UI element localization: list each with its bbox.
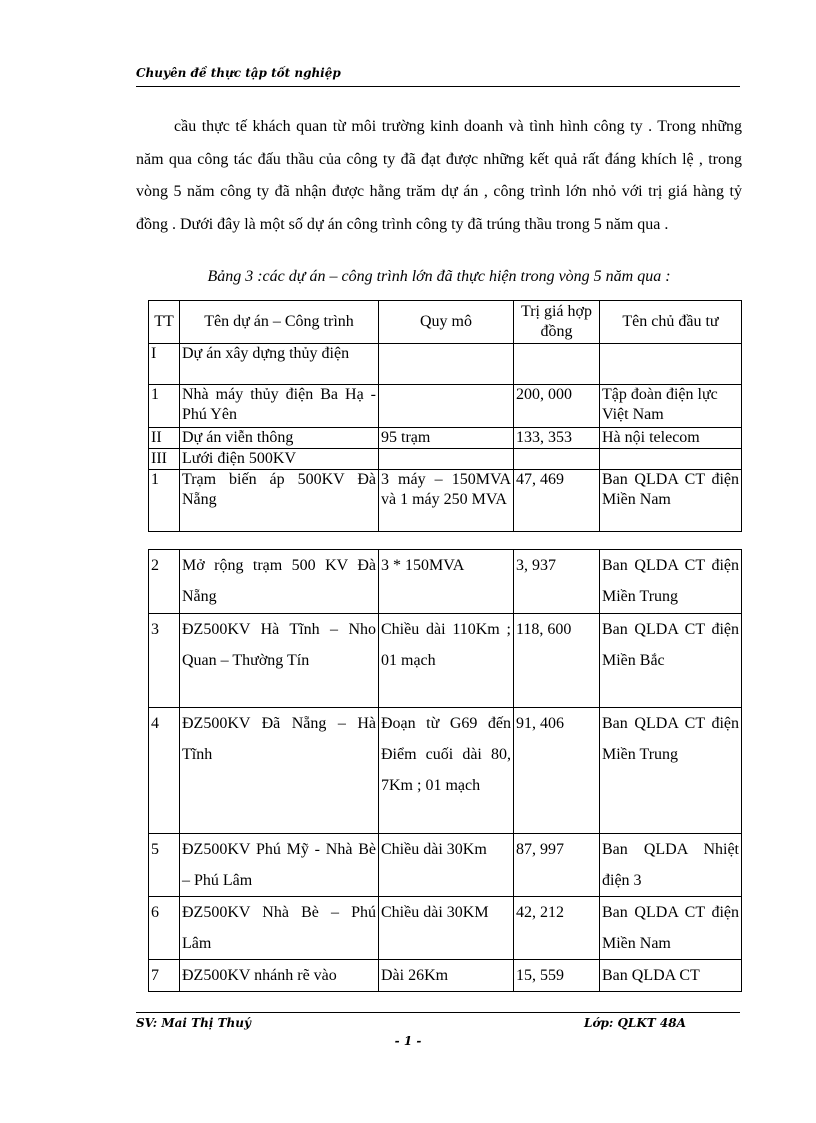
cell-owner: Ban QLDA CT điện Miền Trung bbox=[600, 708, 742, 834]
col-header-tt: TT bbox=[149, 301, 180, 344]
cell-scale: Chiều dài 110Km ; 01 mạch bbox=[379, 614, 514, 708]
cell-scale bbox=[379, 385, 514, 428]
cell-tt: 5 bbox=[149, 834, 180, 897]
footer-student: SV: Mai Thị Thuý bbox=[136, 1016, 251, 1030]
cell-name: ĐZ500KV Phú Mỹ - Nhà Bè – Phú Lâm bbox=[180, 834, 379, 897]
cell-tt: III bbox=[149, 449, 180, 470]
cell-value bbox=[514, 449, 600, 470]
cell-scale: 95 trạm bbox=[379, 428, 514, 449]
cell-scale: Đoạn từ G69 đến Điểm cuối dài 80, 7Km ; 01 mạch bbox=[379, 708, 514, 834]
page-number: - 1 - bbox=[394, 1034, 422, 1048]
header-rule bbox=[136, 86, 740, 87]
cell-value: 200, 000 bbox=[514, 385, 600, 428]
cell-name: ĐZ500KV Đã Nẵng – Hà Tĩnh bbox=[180, 708, 379, 834]
cell-name: Nhà máy thủy điện Ba Hạ - Phú Yên bbox=[180, 385, 379, 428]
running-header: Chuyên đề thực tập tốt nghiệp bbox=[136, 66, 341, 80]
cell-owner: Ban QLDA CT điện Miền Trung bbox=[600, 550, 742, 614]
cell-name: Dự án xây dựng thủy điện bbox=[180, 344, 379, 385]
col-header-value: Trị giá hợp đồng bbox=[514, 301, 600, 344]
cell-value: 91, 406 bbox=[514, 708, 600, 834]
cell-value: 42, 212 bbox=[514, 897, 600, 960]
cell-tt: 1 bbox=[149, 385, 180, 428]
table-row bbox=[149, 470, 742, 532]
table-row bbox=[149, 449, 742, 470]
cell-scale: Dài 26Km bbox=[379, 960, 514, 992]
cell-owner bbox=[600, 449, 742, 470]
cell-owner: Tập đoàn điện lực Việt Nam bbox=[600, 385, 742, 428]
cell-tt: 1 bbox=[149, 470, 180, 532]
table-row bbox=[149, 428, 742, 449]
table-row bbox=[149, 834, 742, 897]
cell-name: Lưới điện 500KV bbox=[180, 449, 379, 470]
cell-tt: 7 bbox=[149, 960, 180, 992]
cell-name: Mở rộng trạm 500 KV Đà Nẵng bbox=[180, 550, 379, 614]
projects-table bbox=[148, 300, 742, 532]
cell-owner: Hà nội telecom bbox=[600, 428, 742, 449]
footer-class: Lớp: QLKT 48A bbox=[584, 1016, 686, 1030]
cell-owner bbox=[600, 344, 742, 385]
body-paragraph: cầu thực tế khách quan từ môi trường kinh doanh và tình hình công ty . Trong những năm qua công tác đấu thầu của công ty đã đạt được những kết quả rất đáng khích lệ , trong vòng 5 năm công ty đã nhận được hằng trăm dự án , công trình lớn nhỏ với trị giá hàng tỷ đồng . Dưới đây là một số dự án công trình công ty đã trúng thầu trong 5 năm qua . bbox=[136, 118, 742, 233]
cell-tt: I bbox=[149, 344, 180, 385]
cell-owner: Ban QLDA CT điện Miền Nam bbox=[600, 897, 742, 960]
cell-scale: Chiều dài 30Km bbox=[379, 834, 514, 897]
cell-scale: 3 * 150MVA bbox=[379, 550, 514, 614]
cell-owner: Ban QLDA CT điện Miền Nam bbox=[600, 470, 742, 532]
cell-tt: 3 bbox=[149, 614, 180, 708]
cell-name: ĐZ500KV Hà Tĩnh – Nho Quan – Thường Tín bbox=[180, 614, 379, 708]
table-row bbox=[149, 550, 742, 614]
cell-scale bbox=[379, 344, 514, 385]
table-caption: Bảng 3 :các dự án – công trình lớn đã thực hiện trong vòng 5 năm qua : bbox=[207, 268, 671, 285]
cell-scale: 3 máy – 150MVA và 1 máy 250 MVA bbox=[379, 470, 514, 532]
cell-tt: II bbox=[149, 428, 180, 449]
cell-name: ĐZ500KV nhánh rẽ vào bbox=[180, 960, 379, 992]
cell-value: 133, 353 bbox=[514, 428, 600, 449]
projects-table-continued bbox=[148, 549, 742, 992]
cell-name: ĐZ500KV Nhà Bè – Phú Lâm bbox=[180, 897, 379, 960]
footer-rule bbox=[136, 1012, 740, 1013]
table-row bbox=[149, 708, 742, 834]
table-row bbox=[149, 385, 742, 428]
cell-value: 15, 559 bbox=[514, 960, 600, 992]
cell-owner: Ban QLDA Nhiệt điện 3 bbox=[600, 834, 742, 897]
table-row bbox=[149, 344, 742, 385]
cell-value: 87, 997 bbox=[514, 834, 600, 897]
cell-tt: 6 bbox=[149, 897, 180, 960]
col-header-owner: Tên chủ đầu tư bbox=[600, 301, 742, 344]
cell-owner: Ban QLDA CT bbox=[600, 960, 742, 992]
col-header-scale: Quy mô bbox=[379, 301, 514, 344]
cell-scale bbox=[379, 449, 514, 470]
cell-value bbox=[514, 344, 600, 385]
cell-value: 118, 600 bbox=[514, 614, 600, 708]
cell-owner: Ban QLDA CT điện Miền Bắc bbox=[600, 614, 742, 708]
cell-tt: 2 bbox=[149, 550, 180, 614]
table-row bbox=[149, 897, 742, 960]
cell-scale: Chiều dài 30KM bbox=[379, 897, 514, 960]
cell-name: Dự án viễn thông bbox=[180, 428, 379, 449]
table-row bbox=[149, 614, 742, 708]
cell-value: 3, 937 bbox=[514, 550, 600, 614]
col-header-name: Tên dự án – Công trình bbox=[180, 301, 379, 344]
cell-tt: 4 bbox=[149, 708, 180, 834]
cell-name: Trạm biến áp 500KV Đà Nẵng bbox=[180, 470, 379, 532]
table-header-row bbox=[149, 301, 742, 344]
cell-value: 47, 469 bbox=[514, 470, 600, 532]
table-row bbox=[149, 960, 742, 992]
